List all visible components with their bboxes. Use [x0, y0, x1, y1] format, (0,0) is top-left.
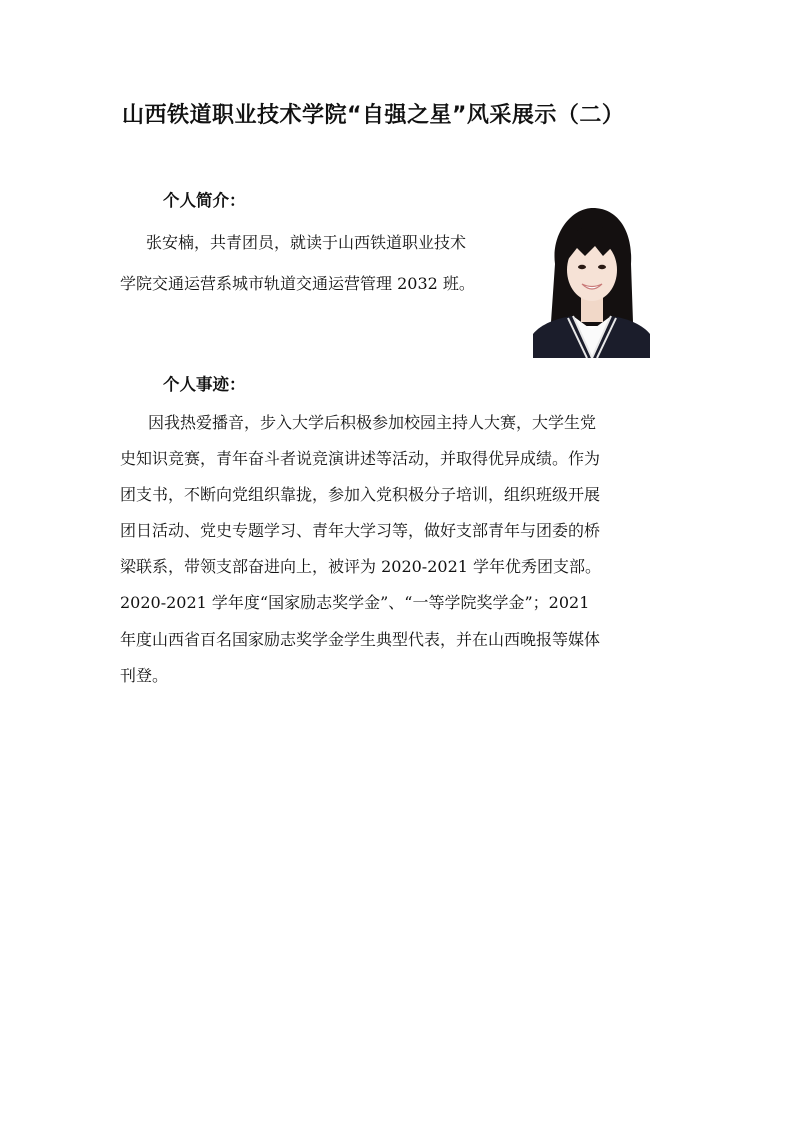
intro-line: 张安楠，共青团员，就读于山西铁道职业技术: [146, 233, 467, 252]
deeds-line: 梁联系，带领支部奋进向上，被评为 2020-2021 学年优秀团支部。: [120, 557, 602, 577]
deeds-paragraph: [120, 409, 675, 698]
deeds-heading: 个人事迹：: [163, 375, 246, 394]
intro-line: 学院交通运营系城市轨道交通运营管理 2032 班。: [120, 274, 475, 293]
page-title: 山西铁道职业技术学院“自强之星”风采展示（二）: [122, 103, 625, 128]
deeds-line: 2020-2021 学年度“国家励志奖学金”、“一等学院奖学金”；2021: [120, 593, 590, 613]
deeds-line: 史知识竞赛，青年奋斗者说竞演讲述等活动，并取得优异成绩。作为: [120, 449, 601, 469]
deeds-line: 年度山西省百名国家励志奖学金学生典型代表，并在山西晚报等媒体: [120, 629, 601, 649]
intro-heading: 个人简介：: [163, 191, 246, 210]
deeds-line: 团日活动、党史专题学习、青年大学习等，做好支部青年与团委的桥: [120, 521, 601, 541]
portrait-photo: [533, 204, 650, 358]
deeds-line: 团支书，不断向党组织靠拢，参加入党积极分子培训，组织班级开展: [120, 485, 601, 505]
deeds-line: 刊登。: [120, 665, 169, 685]
deeds-line: 因我热爱播音，步入大学后积极参加校园主持人大赛，大学生党: [148, 413, 597, 432]
